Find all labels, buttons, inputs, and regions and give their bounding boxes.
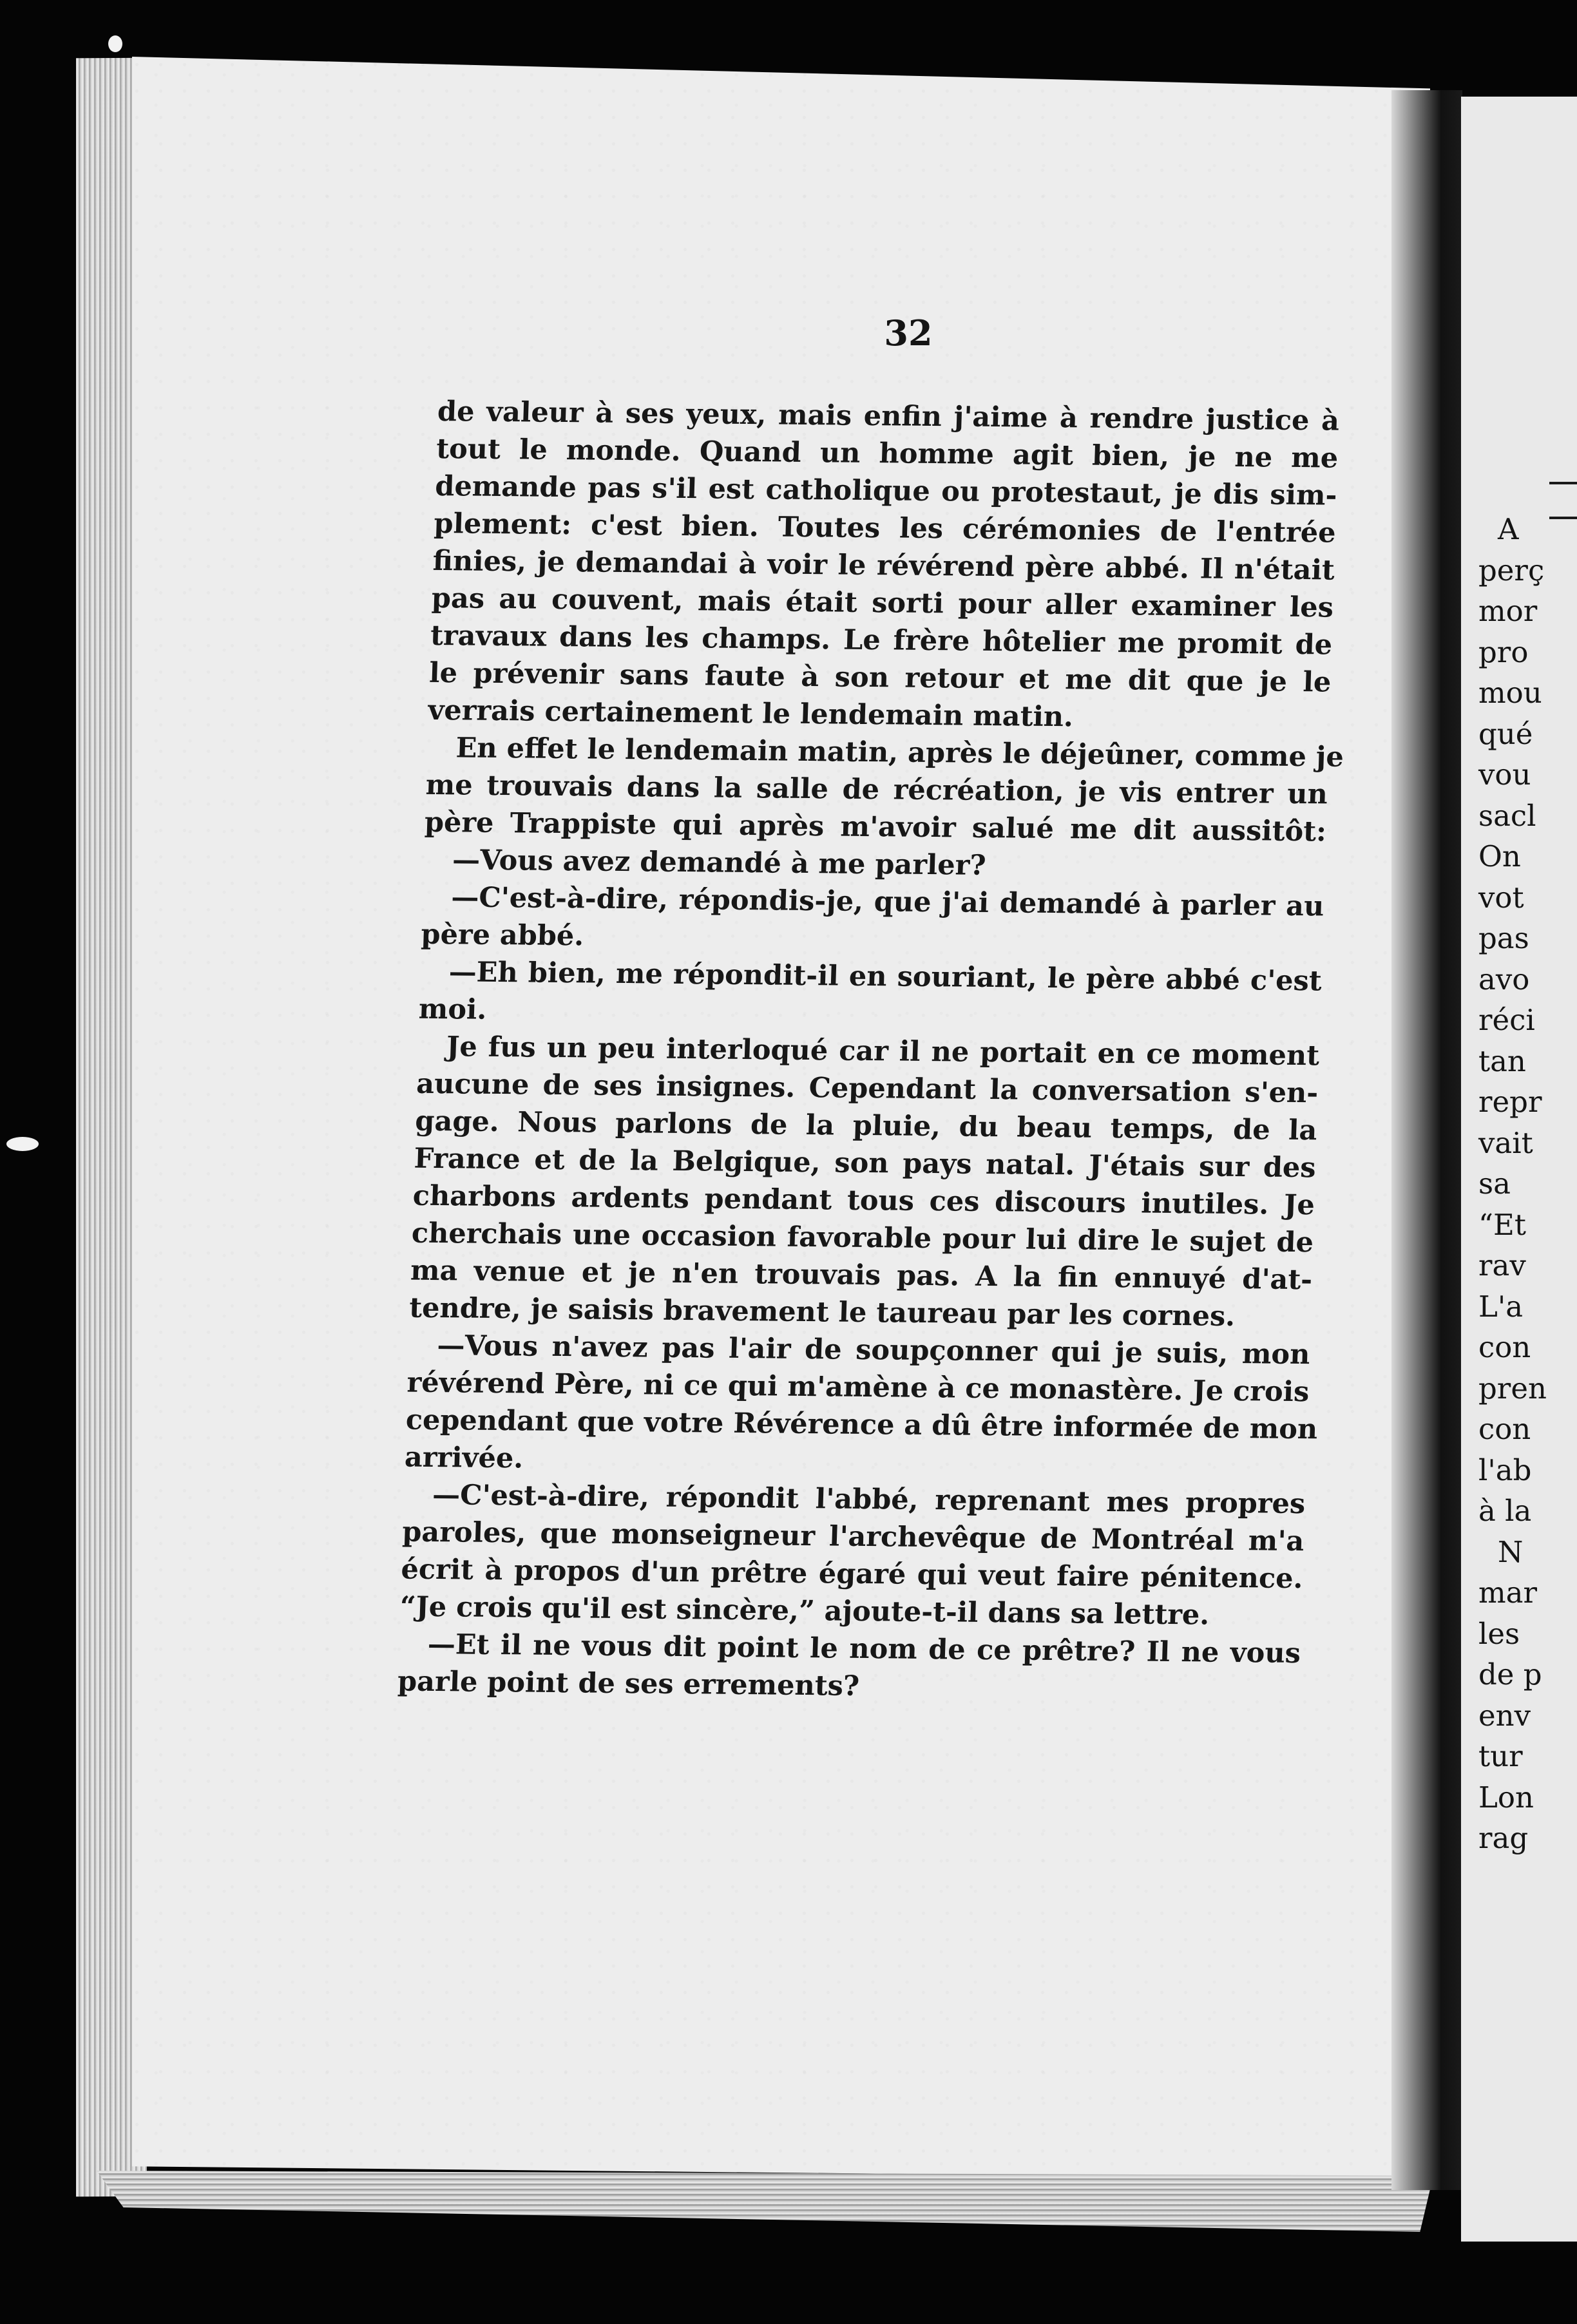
text-line: tout le monde. Quand un homme agit bien, je ne me bbox=[435, 432, 1339, 475]
facing-page-line-fragment: les bbox=[1478, 1616, 1520, 1651]
facing-page-line-fragment: con bbox=[1478, 1412, 1531, 1446]
text-line: gage. Nous parlons de la pluie, du beau temps, de la bbox=[414, 1105, 1318, 1147]
facing-page-line-fragment: “Et bbox=[1478, 1207, 1526, 1242]
text-line: —C'est-à-dire, répondit l'abbé, reprenant mes propres bbox=[432, 1479, 1306, 1521]
facing-page-line-fragment: rag bbox=[1478, 1821, 1529, 1855]
text-line: père abbé. bbox=[420, 918, 585, 953]
facing-page-line-fragment: perç bbox=[1478, 553, 1545, 587]
page-edge-stack-bottom bbox=[97, 2171, 1433, 2232]
text-line: plement: c'est bien. Toutes les cérémonies de l'entrée bbox=[433, 507, 1337, 549]
text-line: arrivée. bbox=[404, 1441, 524, 1475]
scan-speck bbox=[6, 1137, 39, 1151]
facing-page-line-fragment: qué bbox=[1478, 716, 1533, 751]
text-line: me trouvais dans la salle de récréation, je vis entrer un bbox=[425, 768, 1328, 811]
book-gutter bbox=[1391, 90, 1462, 2190]
facing-page-line-fragment: Lon bbox=[1478, 1780, 1534, 1814]
text-line: moi. bbox=[418, 993, 488, 1026]
facing-page-line-fragment: sacl bbox=[1478, 798, 1536, 833]
text-line: —C'est-à-dire, répondis-je, que j'ai demandé à parler au bbox=[450, 881, 1325, 923]
text-line: cependant que votre Révérence a dû être informée de mon bbox=[405, 1404, 1319, 1446]
facing-page-line-fragment: tan bbox=[1478, 1043, 1526, 1078]
text-line: le prévenir sans faute à son retour et me dit que je le bbox=[428, 656, 1332, 699]
facing-page-line-fragment: On bbox=[1478, 839, 1521, 873]
text-line: père Trappiste qui après m'avoir salué me dit aussitôt: bbox=[424, 806, 1327, 848]
text-line: “Je crois qu'il est sincère,” ajoute-t-il dans sa lettre. bbox=[399, 1590, 1210, 1632]
facing-page-line-fragment: sa bbox=[1478, 1167, 1511, 1201]
text-line: paroles, que monseigneur l'archevêque de Montréal m'a bbox=[401, 1516, 1305, 1558]
facing-page-line-fragment: N bbox=[1498, 1534, 1524, 1569]
facing-page-line-fragment: vait bbox=[1478, 1125, 1533, 1160]
facing-page-line-fragment: repr bbox=[1478, 1085, 1542, 1119]
text-line: tendre, je saisis bravement le taureau par les cornes. bbox=[408, 1291, 1236, 1333]
facing-page-line-fragment: A bbox=[1498, 512, 1519, 546]
page-number: 32 bbox=[884, 312, 933, 354]
text-line: En effet le lendemain matin, après le déjeûner, comme je bbox=[455, 732, 1344, 774]
facing-page-line-fragment: avo bbox=[1478, 962, 1530, 996]
scan-speck bbox=[108, 35, 122, 52]
facing-page-line-fragment: mou bbox=[1478, 676, 1542, 710]
facing-page-line-fragment: tur bbox=[1478, 1739, 1523, 1773]
facing-page-text-fragments bbox=[1478, 509, 1577, 1859]
text-line: France et de la Belgique, son pays natal. J'étais sur des bbox=[413, 1142, 1317, 1185]
text-line: de valeur à ses yeux, mais enfin j'aime à rendre justice à bbox=[437, 395, 1340, 437]
text-line: pas au couvent, mais était sorti pour aller examiner les bbox=[431, 582, 1334, 624]
facing-page-line-fragment: mar bbox=[1478, 1576, 1538, 1610]
text-line: —Vous avez demandé à me parler? bbox=[452, 844, 987, 882]
text-line: —Eh bien, me répondit-il en souriant, le père abbé c'est bbox=[448, 956, 1323, 998]
facing-page-line-fragment: con bbox=[1478, 1330, 1531, 1364]
text-line: cherchais une occasion favorable pour lui dire le sujet de bbox=[411, 1217, 1314, 1259]
facing-page-line-fragment: vot bbox=[1478, 880, 1524, 915]
text-line: verrais certainement le lendemain matin. bbox=[427, 694, 1074, 734]
facing-page-line-fragment: à la bbox=[1478, 1494, 1532, 1528]
facing-page-line-fragment: pren bbox=[1478, 1371, 1547, 1405]
facing-page-line-fragment: l'ab bbox=[1478, 1452, 1532, 1487]
facing-page-line-fragment: pas bbox=[1478, 921, 1529, 955]
facing-page-line-fragment: réci bbox=[1478, 1003, 1535, 1037]
text-line: ma venue et je n'en trouvais pas. A la fin ennuyé d'at- bbox=[410, 1254, 1313, 1297]
facing-page-line-fragment: de p bbox=[1478, 1657, 1542, 1691]
facing-page-line-fragment: mor bbox=[1478, 594, 1538, 628]
text-line: Je fus un peu interloqué car il ne portait en ce moment bbox=[446, 1031, 1320, 1072]
facing-page-rule bbox=[1549, 482, 1577, 484]
text-line: écrit à propos d'un prêtre égaré qui veut faire pénitence. bbox=[400, 1553, 1304, 1595]
facing-page-line-fragment: L'a bbox=[1478, 1289, 1524, 1324]
facing-page-line-fragment: env bbox=[1478, 1698, 1531, 1733]
text-line: révérend Père, ni ce qui m'amène à ce monastère. Je crois bbox=[406, 1366, 1310, 1409]
text-line: parle point de ses errements? bbox=[397, 1665, 860, 1702]
text-line: —Vous n'avez pas l'air de soupçonner qui je suis, mon bbox=[436, 1329, 1311, 1371]
text-line: —Et il ne vous dit point le nom de ce prêtre? Il ne vous bbox=[427, 1628, 1301, 1670]
facing-page-line-fragment: pro bbox=[1478, 634, 1529, 669]
text-line: aucune de ses insignes. Cependant la conversation s'en- bbox=[416, 1067, 1319, 1110]
text-line: travaux dans les champs. Le frère hôtelier me promit de bbox=[430, 619, 1333, 662]
body-text bbox=[397, 393, 1344, 1710]
text-line: finies, je demandai à voir le révérend père abbé. Il n'était bbox=[432, 544, 1335, 587]
text-line: demande pas s'il est catholique ou protestaut, je dis sim- bbox=[434, 470, 1338, 512]
facing-page-line-fragment: vou bbox=[1478, 757, 1531, 792]
facing-page-line-fragment: rav bbox=[1478, 1248, 1526, 1282]
text-line: charbons ardents pendant tous ces discours inutiles. Je bbox=[412, 1179, 1315, 1222]
